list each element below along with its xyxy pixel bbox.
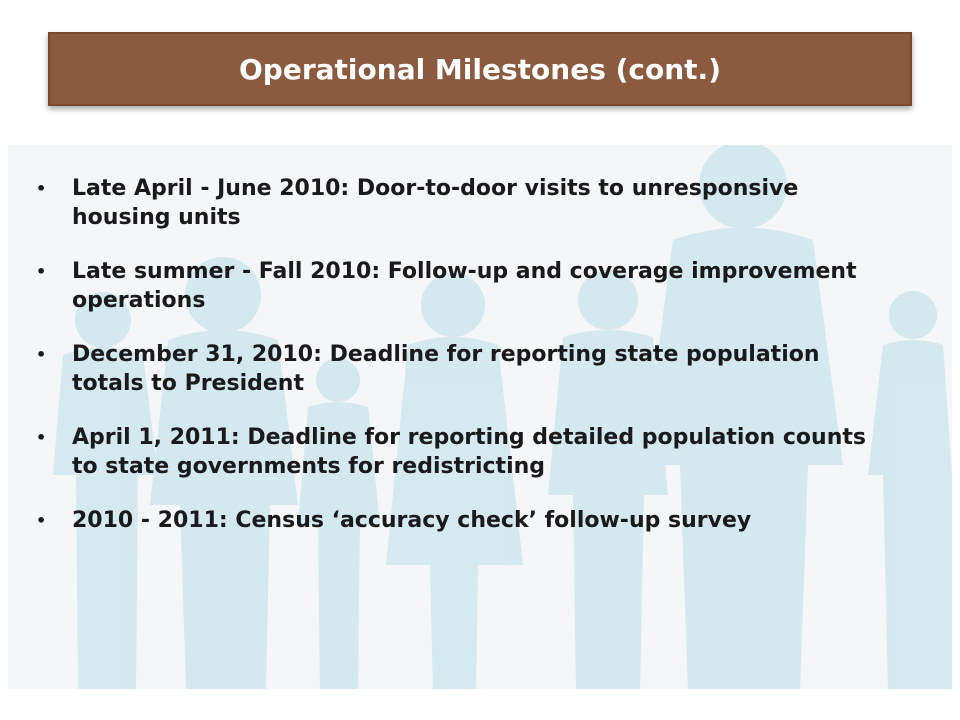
bullet-icon: • <box>36 262 47 281</box>
slide-title: Operational Milestones (cont.) <box>239 52 721 86</box>
list-item <box>36 257 896 315</box>
bullet-list <box>36 174 896 560</box>
bullet-icon: • <box>36 179 47 198</box>
bullet-text: April 1, 2011: Deadline for reporting detailed population counts to state governments for redistricting <box>72 425 866 479</box>
list-item <box>36 506 896 535</box>
list-item <box>36 423 896 481</box>
list-item <box>36 340 896 398</box>
bullet-text: Late April - June 2010: Door-to-door visits to unresponsive housing units <box>72 176 799 230</box>
bullet-text: Late summer - Fall 2010: Follow-up and coverage improvement operations <box>72 259 857 313</box>
bullet-icon: • <box>36 511 47 530</box>
bullet-icon: • <box>36 345 47 364</box>
bullet-text: December 31, 2010: Deadline for reporting state population totals to President <box>72 342 820 396</box>
list-item <box>36 174 896 232</box>
title-bar <box>48 32 912 106</box>
bullet-icon: • <box>36 428 47 447</box>
bullet-text: 2010 - 2011: Census ‘accuracy check’ follow-up survey <box>72 508 752 533</box>
